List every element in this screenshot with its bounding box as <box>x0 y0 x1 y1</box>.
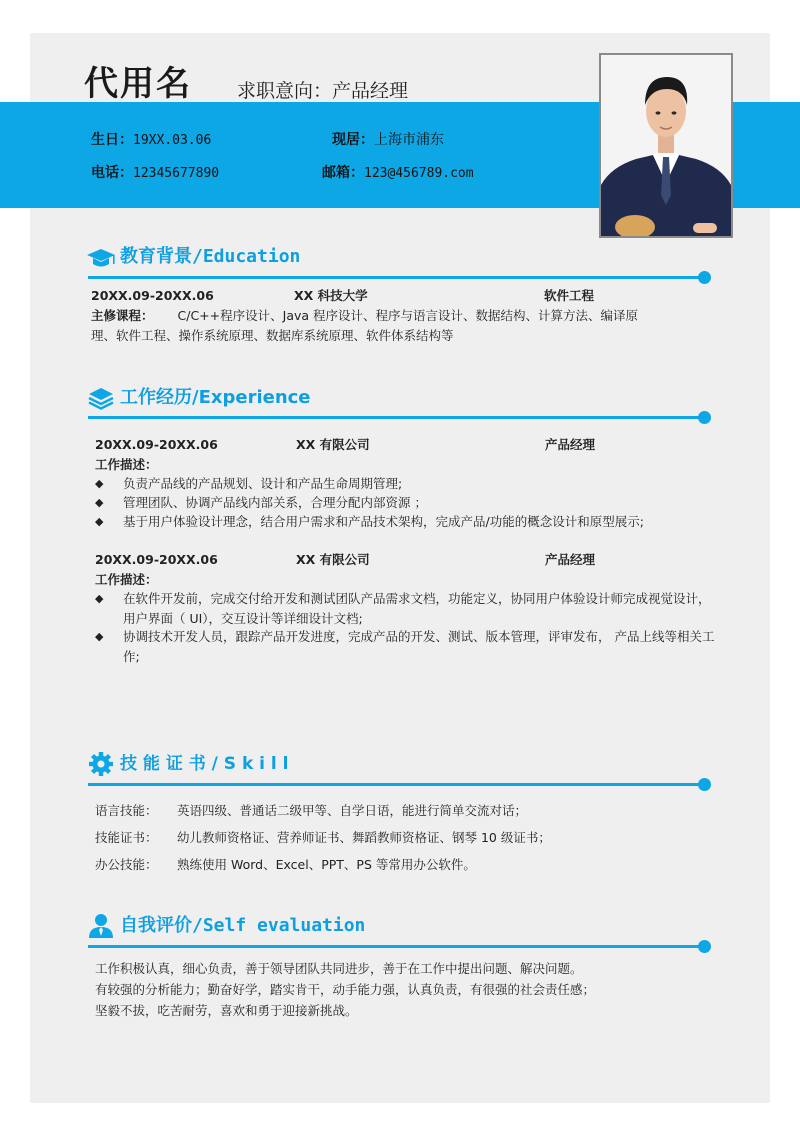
birth-label: 生日： <box>91 132 133 148</box>
phone-info <box>91 163 219 184</box>
experience-title <box>86 385 311 411</box>
edu-school: XX 科技大学 <box>294 288 368 303</box>
skill-divider-dot <box>698 778 711 791</box>
email-value: 123@456789.com <box>364 166 474 181</box>
skill-title <box>86 751 289 777</box>
diamond-bullet-icon: ◆ <box>95 630 104 643</box>
skill-title-text: 技 能 证 书 / S k i l l <box>120 754 289 774</box>
self-title <box>86 913 365 939</box>
residence-info <box>332 130 444 150</box>
education-title <box>86 244 300 270</box>
job-company: XX 有限公司 <box>296 437 370 452</box>
experience-title-text: 工作经历/Experience <box>120 387 311 408</box>
layers-icon <box>86 385 116 411</box>
skill-row: 技能证书： 幼儿教师资格证、营养师证书、舞蹈教师资格证、钢琴 10 级证书； <box>95 830 551 845</box>
job-role: 产品经理 <box>545 552 596 567</box>
job-item: ◆ 管理团队、协调产品线内部关系，合理分配内部资源 ； <box>95 493 715 513</box>
skill-row: 语言技能： 英语四级、普通话二级甲等、自学日语，能进行简单交流对话； <box>95 803 528 818</box>
email-info <box>322 163 474 184</box>
phone-label: 电话： <box>91 165 133 181</box>
residence-value: 上海市浦东 <box>374 132 444 148</box>
experience-divider-dot <box>698 411 711 424</box>
edu-courses <box>91 306 638 326</box>
job-item: ◆ 在软件开发前，完成交付给开发和测试团队产品需求文档，功能定义，协同用户体验设计师完成视觉设计，用户界面（ UI），交互设计等详细设计文档; <box>95 591 711 626</box>
job-company: XX 有限公司 <box>296 552 370 567</box>
graduation-cap-icon <box>86 244 116 270</box>
residence-label: 现居： <box>332 132 374 148</box>
edu-period: 20XX.09-20XX.06 <box>91 288 214 303</box>
self-line: 工作积极认真，细心负责，善于领导团队共同进步，善于在工作中提出问题、解决问题。 <box>95 961 583 976</box>
diamond-bullet-icon: ◆ <box>95 496 104 509</box>
diamond-bullet-icon: ◆ <box>95 477 104 490</box>
skill-row: 办公技能： 熟练使用 Word、Excel、PPT、PS 等常用办公软件。 <box>95 857 476 872</box>
job-role: 产品经理 <box>545 437 596 452</box>
self-line: 有较强的分析能力；勤奋好学，踏实肯干，动手能力强，认真负责，有很强的社会责任感； <box>95 982 596 997</box>
birth-info <box>91 130 211 151</box>
skill-divider <box>88 783 704 786</box>
candidate-name: 代用名 <box>84 64 192 104</box>
birth-value: 19XX.03.06 <box>133 133 212 148</box>
self-divider <box>88 945 704 948</box>
profile-photo-portrait <box>601 55 731 236</box>
edu-courses-label: 主修课程： <box>91 308 154 323</box>
email-label: 邮箱： <box>322 165 364 181</box>
job-desc-label: 工作描述： <box>95 457 158 472</box>
job-period: 20XX.09-20XX.06 <box>95 437 218 452</box>
phone-value: 12345677890 <box>133 166 220 181</box>
gear-icon <box>86 751 116 777</box>
job-item: ◆ 协调技术开发人员，跟踪产品开发进度，完成产品的开发、测试、版本管理，评审发布， 产品上线等相关工作; <box>95 629 715 664</box>
job-item: ◆ 负责产品线的产品规划、设计和产品生命周期管理; <box>95 474 715 494</box>
self-title-text: 自我评价/Self evaluation <box>120 915 366 936</box>
edu-major: 软件工程 <box>544 288 595 303</box>
education-divider-dot <box>698 271 711 284</box>
education-title-text: 教育背景/Education <box>120 246 301 267</box>
job-intent: 求职意向：产品经理 <box>237 80 409 102</box>
experience-divider <box>88 416 704 419</box>
self-line: 坚毅不拔，吃苦耐劳，喜欢和勇于迎接新挑战。 <box>95 1003 358 1018</box>
education-divider <box>88 276 704 279</box>
job-desc-label: 工作描述： <box>95 572 158 587</box>
self-divider-dot <box>698 940 711 953</box>
edu-courses-line1: C/C++程序设计、Java 程序设计、程序与语言设计、数据结构、计算方法、编译原 <box>177 308 639 323</box>
diamond-bullet-icon: ◆ <box>95 515 104 528</box>
profile-photo <box>599 53 733 238</box>
diamond-bullet-icon: ◆ <box>95 592 104 605</box>
job-item: ◆ 基于用户体验设计理念，结合用户需求和产品技术架构，完成产品/功能的概念设计和原型展示; <box>95 512 715 532</box>
edu-courses-line2: 理、软件工程、操作系统原理、数据库系统原理、软件体系结构等 <box>91 328 454 343</box>
job-period: 20XX.09-20XX.06 <box>95 552 218 567</box>
person-icon <box>86 913 116 939</box>
